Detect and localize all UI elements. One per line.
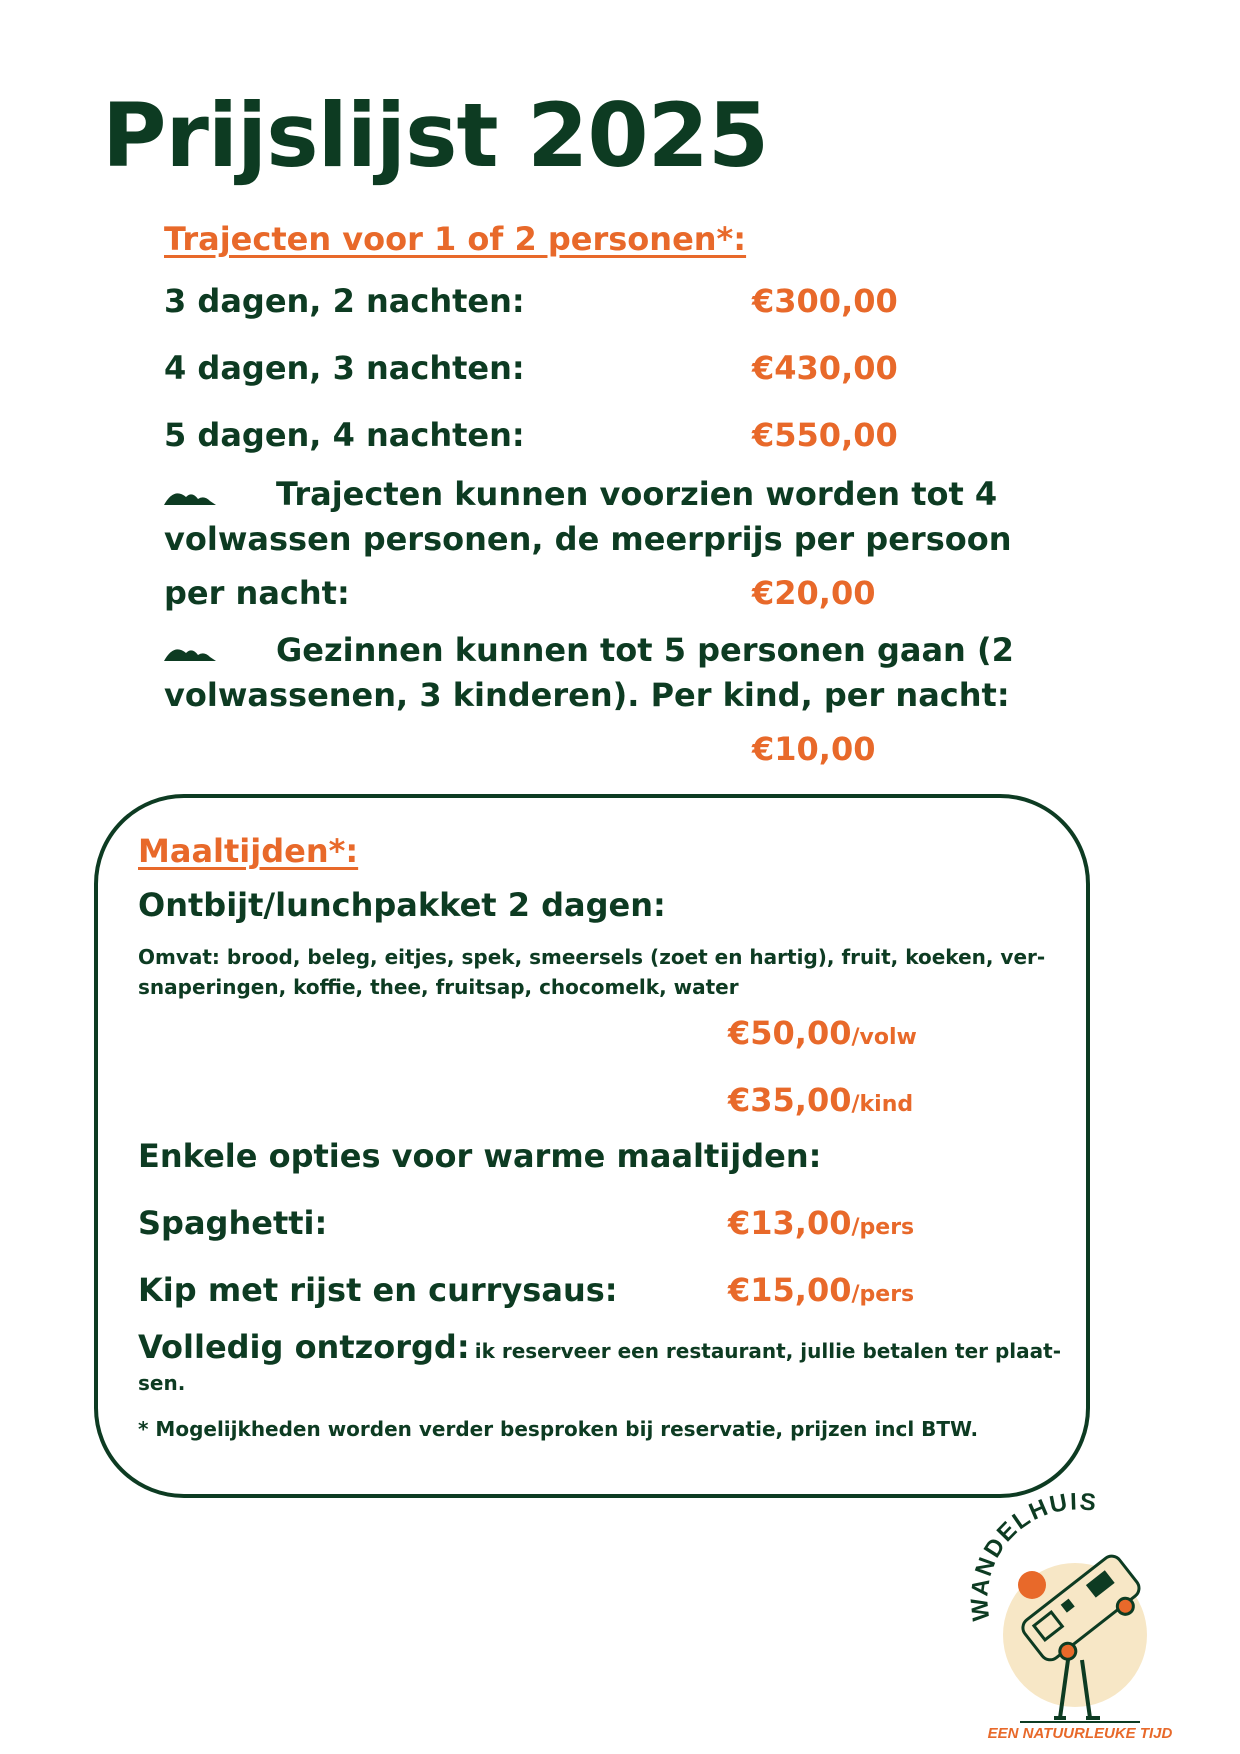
meal-option-price-2-unit: /pers <box>851 1282 915 1307</box>
full-service-text-line1: ik reserveer een restaurant, jullie betalen ter plaat- <box>474 1339 1061 1363</box>
meal-option-label-1: Spaghetti: <box>138 1204 328 1242</box>
note-extra-line3: per nacht: <box>164 574 350 612</box>
full-service <box>138 1328 1068 1398</box>
meals-heading: Maaltijden*: <box>138 832 359 870</box>
breakfast-title: Ontbijt/lunchpakket 2 dagen: <box>138 886 666 924</box>
full-service-title: Volledig ontzorgd: <box>138 1328 470 1366</box>
price-child-value: €35,00 <box>728 1081 852 1119</box>
traject-price-2: €430,00 <box>752 349 898 387</box>
breakfast-contents-line2: snaperingen, koffie, thee, fruitsap, chocomelk, water <box>138 975 739 999</box>
breakfast-price-adult <box>728 1014 917 1052</box>
logo-name: WANDELHUIS <box>965 1490 1100 1623</box>
meal-option-price-1-value: €13,00 <box>728 1204 852 1242</box>
breakfast-contents-line1: Omvat: brood, beleg, eitjes, spek, smeersels (zoet en hartig), fruit, koeken, ver- <box>138 945 1046 969</box>
traject-price-1: €300,00 <box>752 282 898 320</box>
meal-option-price-1 <box>728 1204 914 1242</box>
meal-option-price-2-value: €15,00 <box>728 1271 852 1309</box>
note-families-line1: Gezinnen kunnen tot 5 personen gaan (2 <box>276 631 1014 669</box>
warm-meals-title: Enkele opties voor warme maaltijden: <box>138 1137 822 1175</box>
price-child-unit: /kind <box>851 1092 914 1117</box>
traject-price-3: €550,00 <box>752 416 898 454</box>
traject-label-3: 5 dagen, 4 nachten: <box>164 416 525 454</box>
note-extra-price: €20,00 <box>752 574 876 612</box>
note-extra-line1: Trajecten kunnen voorzien worden tot 4 <box>276 475 998 513</box>
note-families-line2: volwassenen, 3 kinderen). Per kind, per nacht: <box>164 676 1010 714</box>
note-extra-line2: volwassen personen, de meerprijs per persoon <box>164 520 1012 558</box>
price-adult-value: €50,00 <box>728 1014 852 1052</box>
wandelhuis-logo <box>950 1490 1210 1740</box>
note-extra-persons <box>164 472 1012 562</box>
hills-icon <box>164 483 216 505</box>
full-service-text-line2: sen. <box>138 1371 186 1395</box>
traject-label-1: 3 dagen, 2 nachten: <box>164 282 525 320</box>
hiker-carrying-van-icon <box>950 1490 1210 1740</box>
page-title: Prijslijst 2025 <box>102 84 769 187</box>
breakfast-price-child <box>728 1081 913 1119</box>
meal-option-price-2 <box>728 1271 914 1309</box>
note-families <box>164 628 1014 718</box>
traject-label-2: 4 dagen, 3 nachten: <box>164 349 525 387</box>
footnote: * Mogelijkheden worden verder besproken bij reservatie, prijzen incl BTW. <box>138 1417 979 1441</box>
meal-option-price-1-unit: /pers <box>851 1215 915 1240</box>
price-adult-unit: /volw <box>851 1025 917 1050</box>
hills-icon <box>164 639 216 661</box>
meal-option-label-2: Kip met rijst en currysaus: <box>138 1271 618 1309</box>
note-families-price: €10,00 <box>752 730 876 768</box>
logo-tagline: EEN NATUURLEUKE TIJD <box>987 1725 1173 1740</box>
breakfast-contents <box>138 942 1058 1002</box>
trajects-heading: Trajecten voor 1 of 2 personen*: <box>164 220 747 258</box>
